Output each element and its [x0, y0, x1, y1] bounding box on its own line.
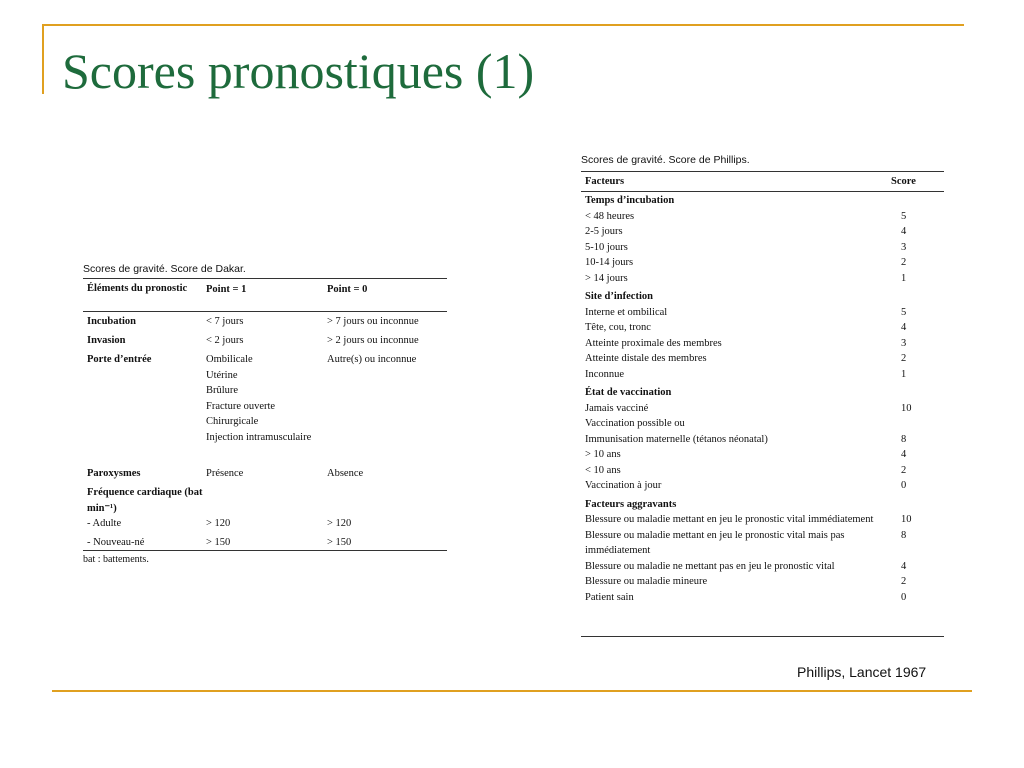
- phillips-score: 10: [901, 402, 912, 414]
- dakar-point1-item: < 7 jours: [206, 316, 244, 327]
- dakar-row-label: - Adulte: [87, 518, 122, 529]
- dakar-caption: Scores de gravité. Score de Dakar.: [83, 263, 246, 275]
- dakar-top-rule: [83, 278, 447, 279]
- table-row: [585, 224, 944, 240]
- table-row: [87, 485, 447, 516]
- dakar-row-point1: [206, 535, 327, 554]
- dakar-row-point1: [206, 466, 327, 485]
- dakar-point1-item: Ombilicale: [206, 354, 253, 365]
- phillips-bottom-rule: [581, 636, 944, 637]
- table-row: [87, 535, 447, 554]
- phillips-score: 0: [901, 591, 907, 603]
- phillips-factor: 10-14 jours: [585, 257, 634, 268]
- phillips-factor: Tête, cou, tronc: [585, 322, 651, 333]
- phillips-top-rule: [581, 171, 944, 172]
- phillips-factor: Inconnue: [585, 368, 625, 380]
- phillips-score: 2: [901, 257, 907, 268]
- dakar-row-point0: Absence: [327, 468, 364, 479]
- phillips-factor: Blessure ou maladie mineure: [585, 576, 708, 587]
- dakar-point1-item: Injection intramusculaire: [206, 431, 312, 443]
- phillips-score: 4: [901, 226, 907, 237]
- table-row: [585, 351, 944, 367]
- phillips-score: 5: [901, 210, 907, 222]
- table-row: [585, 286, 944, 305]
- table-row: [585, 240, 944, 256]
- phillips-factor: Jamais vacciné: [585, 402, 649, 414]
- table-row: [585, 271, 944, 287]
- table-row: [585, 447, 944, 463]
- dakar-header-rule: [83, 311, 447, 312]
- phillips-factor: Immunisation maternelle (tétanos néonatal): [585, 433, 768, 445]
- dakar-table: [87, 314, 447, 554]
- phillips-score: 8: [901, 529, 907, 541]
- dakar-row-point1: [206, 485, 327, 516]
- phillips-section-title: Facteurs aggravants: [585, 498, 677, 510]
- table-row: [585, 209, 944, 225]
- phillips-table: [585, 193, 944, 605]
- left-accent-line: [42, 24, 44, 94]
- dakar-row-label: Invasion: [87, 335, 126, 346]
- dakar-point1-item: Chirurgicale: [206, 416, 259, 427]
- dakar-footnote: bat : battements.: [83, 554, 149, 565]
- phillips-score: [901, 416, 944, 432]
- dakar-row-point0: > 7 jours ou inconnue: [327, 316, 419, 327]
- table-row: [87, 333, 447, 352]
- phillips-caption: Scores de gravité. Score de Phillips.: [581, 154, 750, 166]
- phillips-factor: > 10 ans: [585, 449, 621, 460]
- dakar-row-point0: > 2 jours ou inconnue: [327, 335, 419, 346]
- phillips-factor: Blessure ou maladie mettant en jeu le pronostic vital immédiatement: [585, 514, 874, 525]
- phillips-factor: 5-10 jours: [585, 241, 628, 253]
- dakar-point1-item: Présence: [206, 468, 244, 479]
- phillips-score: 5: [901, 306, 907, 318]
- table-row: [585, 512, 944, 528]
- dakar-point1-item: Utérine: [206, 369, 238, 381]
- phillips-factor: > 14 jours: [585, 272, 628, 284]
- dakar-row-label: Paroxysmes: [87, 468, 141, 479]
- dakar-row-point0: [327, 485, 447, 516]
- dakar-point1-item: < 2 jours: [206, 335, 244, 346]
- dakar-point1-item: > 120: [206, 518, 231, 529]
- phillips-factor: 2-5 jours: [585, 226, 623, 237]
- phillips-score: 0: [901, 480, 907, 491]
- phillips-section-title: Site d’infection: [585, 291, 653, 302]
- phillips-factor: < 10 ans: [585, 464, 621, 476]
- top-accent-line: [44, 24, 964, 26]
- dakar-row-label: Fréquence cardiaque (bat min⁻¹): [87, 487, 203, 514]
- table-row: [585, 559, 944, 575]
- table-row: [87, 516, 447, 535]
- table-row: [585, 367, 944, 383]
- table-row: [585, 305, 944, 321]
- phillips-score: 4: [901, 322, 907, 333]
- dakar-row-point1: [206, 333, 327, 352]
- dakar-point1-item: > 150: [206, 537, 231, 548]
- dakar-row-point0: > 150: [327, 537, 352, 548]
- phillips-header-rule: [581, 191, 944, 192]
- phillips-score: 4: [901, 560, 907, 572]
- table-row: [585, 494, 944, 513]
- dakar-row-point1: [206, 314, 327, 333]
- phillips-factor: Vaccination possible ou: [585, 418, 685, 429]
- phillips-factor: < 48 heures: [585, 210, 635, 222]
- table-row: [585, 320, 944, 336]
- phillips-score: 3: [901, 241, 907, 253]
- phillips-factor: Atteinte distale des membres: [585, 353, 707, 364]
- table-row: [585, 336, 944, 352]
- table-row: [585, 432, 944, 448]
- phillips-score: 3: [901, 337, 907, 349]
- table-row: [585, 416, 944, 432]
- dakar-header-p0: Point = 0: [327, 284, 368, 295]
- table-row: [585, 401, 944, 417]
- dakar-point1-item: Brûlure: [206, 385, 239, 396]
- phillips-score: 4: [901, 449, 907, 460]
- phillips-score: 1: [901, 272, 907, 284]
- citation: Phillips, Lancet 1967: [797, 664, 927, 680]
- table-row: [585, 478, 944, 494]
- phillips-factor: Blessure ou maladie mettant en jeu le pronostic vital mais pas immédiatement: [585, 529, 845, 556]
- phillips-section-title: Temps d’incubation: [585, 195, 675, 206]
- dakar-point1-item: [206, 485, 327, 501]
- phillips-factor: Vaccination à jour: [585, 480, 662, 491]
- table-row: [585, 574, 944, 590]
- table-row: [585, 528, 944, 559]
- phillips-factor: Patient sain: [585, 591, 634, 603]
- phillips-factor: Blessure ou maladie ne mettant pas en jeu le pronostic vital: [585, 560, 835, 572]
- phillips-header-table: [585, 174, 944, 190]
- dakar-row-point1: [206, 516, 327, 535]
- phillips-header-score: Score: [891, 176, 916, 187]
- table-row: [87, 314, 447, 333]
- phillips-score: 2: [901, 464, 907, 476]
- phillips-factor: Atteinte proximale des membres: [585, 337, 722, 349]
- phillips-score: 1: [901, 368, 907, 380]
- table-row: [87, 466, 447, 485]
- phillips-header-factors: Facteurs: [585, 176, 625, 187]
- dakar-row-point1: [206, 352, 327, 466]
- dakar-point1-item: Fracture ouverte: [206, 400, 276, 412]
- table-row: [585, 590, 944, 606]
- table-row: [585, 382, 944, 401]
- dakar-row-label: Porte d’entrée: [87, 354, 152, 365]
- dakar-header-elements: Éléments du pronostic: [87, 283, 188, 294]
- dakar-row-label: - Nouveau-né: [87, 537, 145, 548]
- table-row: [87, 352, 447, 466]
- dakar-row-label: Incubation: [87, 316, 137, 327]
- dakar-header-p1: Point = 1: [206, 284, 247, 295]
- dakar-row-point0: Autre(s) ou inconnue: [327, 354, 417, 365]
- phillips-factor: Interne et ombilical: [585, 306, 668, 318]
- table-row: [585, 193, 944, 209]
- table-row: [585, 255, 944, 271]
- dakar-header-table: [87, 282, 447, 298]
- phillips-score: 2: [901, 353, 907, 364]
- table-row: [585, 463, 944, 479]
- phillips-section-title: État de vaccination: [585, 387, 672, 398]
- phillips-score: 8: [901, 433, 907, 445]
- dakar-row-point0: > 120: [327, 518, 352, 529]
- phillips-score: 2: [901, 576, 907, 587]
- phillips-score: 10: [901, 514, 912, 525]
- slide-title: Scores pronostiques (1): [62, 43, 535, 99]
- bottom-accent-line: [52, 690, 972, 692]
